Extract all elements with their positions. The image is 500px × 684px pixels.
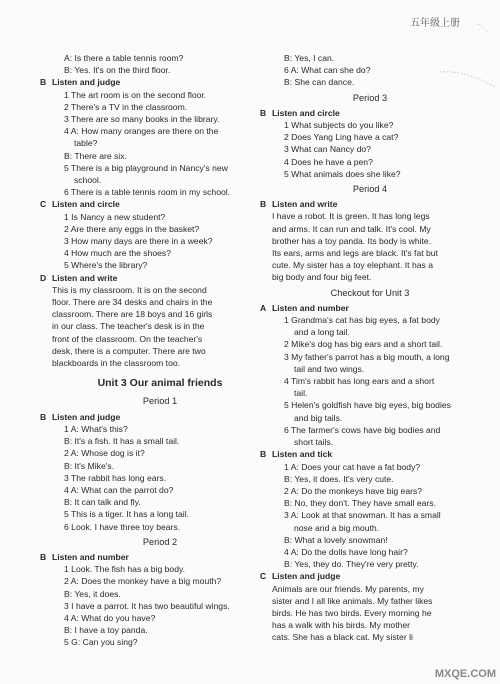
- section-letter: A: [260, 302, 267, 313]
- text-line: 2 A: Does the monkey have a big mouth?: [64, 576, 222, 587]
- section-letter: D: [40, 272, 47, 283]
- section-title: Listen and judge: [52, 411, 121, 422]
- text-line: 2 A: Whose dog is it?: [64, 448, 145, 459]
- text-line: B: No, they don't. They have small ears.: [284, 498, 436, 509]
- section-title: Listen and number: [52, 551, 129, 562]
- section-letter: B: [260, 449, 267, 460]
- text-line: 5 Where's the library?: [64, 260, 148, 271]
- text-line: A: Is there a table tennis room?: [64, 53, 184, 63]
- text-line: 2 Are there any eggs in the basket?: [64, 223, 200, 234]
- text-line: 2 A: Do the monkeys have big ears?: [284, 485, 423, 496]
- grade-header: 五年级上册: [410, 18, 460, 29]
- paragraph-line: floor. There are 34 desks and chairs in the: [52, 297, 213, 308]
- section-letter: C: [260, 571, 267, 582]
- section-title: Listen and circle: [272, 107, 340, 118]
- watermark: MXQE.COM: [434, 668, 496, 680]
- text-line: tail.: [294, 388, 308, 399]
- text-line: 5 Helen's goldfish have big eyes, big bodies: [284, 400, 451, 411]
- left-column: [40, 52, 268, 649]
- section-letter: B: [40, 77, 47, 88]
- text-line: B: Yes, they do. They're very pretty.: [284, 559, 419, 570]
- section-heading: [260, 107, 468, 119]
- period-title: Checkout for Unit 3: [330, 287, 410, 298]
- text-line: B: It can talk and fly.: [64, 497, 141, 508]
- section-title: Listen and judge: [52, 77, 121, 88]
- text-line: B: Yes. It's on the third floor.: [64, 65, 171, 76]
- text-line: short tails.: [294, 437, 334, 448]
- section-title: Listen and write: [52, 272, 118, 283]
- section-letter: B: [40, 411, 47, 422]
- text-line: B: It's Mike's.: [64, 460, 115, 471]
- section-title: Listen and judge: [272, 571, 341, 582]
- text-line: 1 A: Does your cat have a fat body?: [284, 461, 421, 472]
- text-line: 6 The farmer's cows have big bodies and: [284, 424, 441, 435]
- text-line: 5 This is a tiger. It has a long tail.: [64, 509, 189, 520]
- section-title: Listen and write: [272, 199, 338, 210]
- text-line: B: Yes, it does.: [64, 588, 121, 599]
- text-line: 1 Look. The fish has a big body.: [64, 564, 186, 575]
- paragraph-line: in our class. The teacher's desk is in the: [52, 321, 205, 332]
- section-title: Listen and number: [272, 302, 349, 313]
- text-line: B: Yes, it does. It's very cute.: [284, 473, 394, 484]
- text-line: 5 G: Can you sing?: [64, 637, 138, 648]
- text-line: 3 I have a parrot. It has two beautiful wings.: [64, 600, 230, 611]
- paragraph-line: front of the classroom. On the teacher's: [52, 333, 203, 344]
- text-line: 4 A: What do you have?: [64, 612, 156, 623]
- text-line: 5 What animals does she like?: [284, 168, 401, 179]
- text-line: 1 What subjects do you like?: [284, 120, 394, 131]
- text-line: nose and a big mouth.: [294, 522, 380, 533]
- paragraph-line: big body and four big feet.: [272, 272, 372, 283]
- text-line: 5 There is a big playground in Nancy's new: [64, 162, 228, 173]
- unit-title: Unit 3 Our animal friends: [97, 377, 223, 390]
- paragraph-line: and arms. It can run and talk. It's cool. My: [272, 223, 431, 234]
- paragraph-line: birds. He has two birds. Every morning he: [272, 607, 432, 618]
- text-line: B: What a lovely snowman!: [284, 534, 388, 545]
- text-line: table?: [74, 138, 98, 149]
- text-line: 1 Grandma's cat has big eyes, a fat body: [284, 315, 440, 326]
- paragraph-line: blackboards in the classroom too.: [52, 358, 181, 369]
- paragraph-line: brother has a toy panda. Its body is white.: [272, 235, 432, 246]
- text-line: 4 How much are the shoes?: [64, 248, 172, 259]
- section-heading: [260, 570, 468, 582]
- text-line: 6 A: What can she do?: [284, 65, 371, 76]
- text-line: 2 Mike's dog has big ears and a short tail.: [284, 339, 443, 350]
- section-heading: [40, 411, 268, 423]
- section-heading: [260, 448, 468, 460]
- paragraph-line: Its ears, arms and legs are black. It's fat but: [272, 248, 438, 259]
- text-line: 1 The art room is on the second floor.: [64, 89, 207, 100]
- text-line: B: There are six.: [64, 150, 127, 161]
- section-heading: [40, 198, 268, 210]
- text-line: B: It's a fish. It has a small tail.: [64, 436, 180, 447]
- paragraph-line: This is my classroom. It is on the second: [52, 284, 207, 295]
- right-column: [260, 52, 468, 644]
- text-line: 4 A: Do the dolls have long hair?: [284, 546, 408, 557]
- paragraph-line: has a walk with his birds. My mother: [272, 620, 411, 631]
- paragraph-line: cute. My sister has a toy elephant. It has a: [272, 260, 433, 271]
- text-line: and big tails.: [294, 412, 343, 423]
- section-heading: [40, 551, 268, 563]
- text-line: 2 Does Yang Ling have a cat?: [284, 132, 399, 143]
- text-line: 4 Does he have a pen?: [284, 156, 373, 167]
- text-line: 4 A: How many oranges are there on the: [64, 126, 219, 137]
- paragraph-line: desk, there is a computer. There are two: [52, 345, 206, 356]
- section-letter: B: [260, 199, 267, 210]
- period-title: Period 2: [142, 536, 178, 547]
- text-line: 3 My father's parrot has a big mouth, a long: [284, 351, 450, 362]
- text-line: B: Yes, I can.: [284, 53, 335, 63]
- text-line: 6 There is a table tennis room in my school.: [64, 187, 231, 198]
- text-line: tail and two wings.: [294, 363, 365, 374]
- period-title: Period 4: [352, 184, 388, 195]
- paragraph-line: Animals are our friends. My parents, my: [272, 583, 424, 594]
- text-line: 2 There's a TV in the classroom.: [64, 101, 188, 112]
- paragraph-line: I have a robot. It is green. It has long legs: [272, 211, 430, 222]
- paragraph-line: sister and I all like animals. My father likes: [272, 595, 433, 606]
- section-title: Listen and tick: [272, 449, 333, 460]
- period-title: Period 3: [352, 92, 388, 103]
- paragraph-line: cats. She has a black cat. My sister li: [272, 632, 413, 643]
- section-heading: [260, 302, 468, 314]
- section-letter: C: [40, 199, 47, 210]
- text-line: school.: [74, 175, 102, 186]
- section-heading: [40, 272, 268, 284]
- text-line: 4 A: What can the parrot do?: [64, 484, 174, 495]
- text-line: 3 There are so many books in the library.: [64, 114, 220, 125]
- text-line: 3 The rabbit has long ears.: [64, 472, 167, 483]
- period-title: Period 1: [142, 396, 178, 407]
- text-line: 3 A: Look at that snowman. It has a small: [284, 510, 441, 521]
- text-line: 6 Look. I have three toy bears.: [64, 521, 181, 532]
- text-line: and a long tail.: [294, 327, 350, 338]
- section-letter: B: [40, 551, 47, 562]
- paragraph-line: classroom. There are 18 boys and 16 girls: [52, 309, 213, 320]
- text-line: 3 How many days are there in a week?: [64, 236, 213, 247]
- text-line: 3 What can Nancy do?: [284, 144, 371, 155]
- text-line: 4 Tim's rabbit has long ears and a short: [284, 376, 435, 387]
- section-title: Listen and circle: [52, 199, 120, 210]
- section-letter: B: [260, 107, 267, 118]
- section-heading: [260, 198, 468, 210]
- section-heading: [40, 76, 268, 88]
- text-line: 1 Is Nancy a new student?: [64, 211, 166, 222]
- text-line: B: She can dance.: [284, 77, 355, 88]
- text-line: B: I have a toy panda.: [64, 625, 148, 636]
- text-line: 1 A: What's this?: [64, 423, 128, 434]
